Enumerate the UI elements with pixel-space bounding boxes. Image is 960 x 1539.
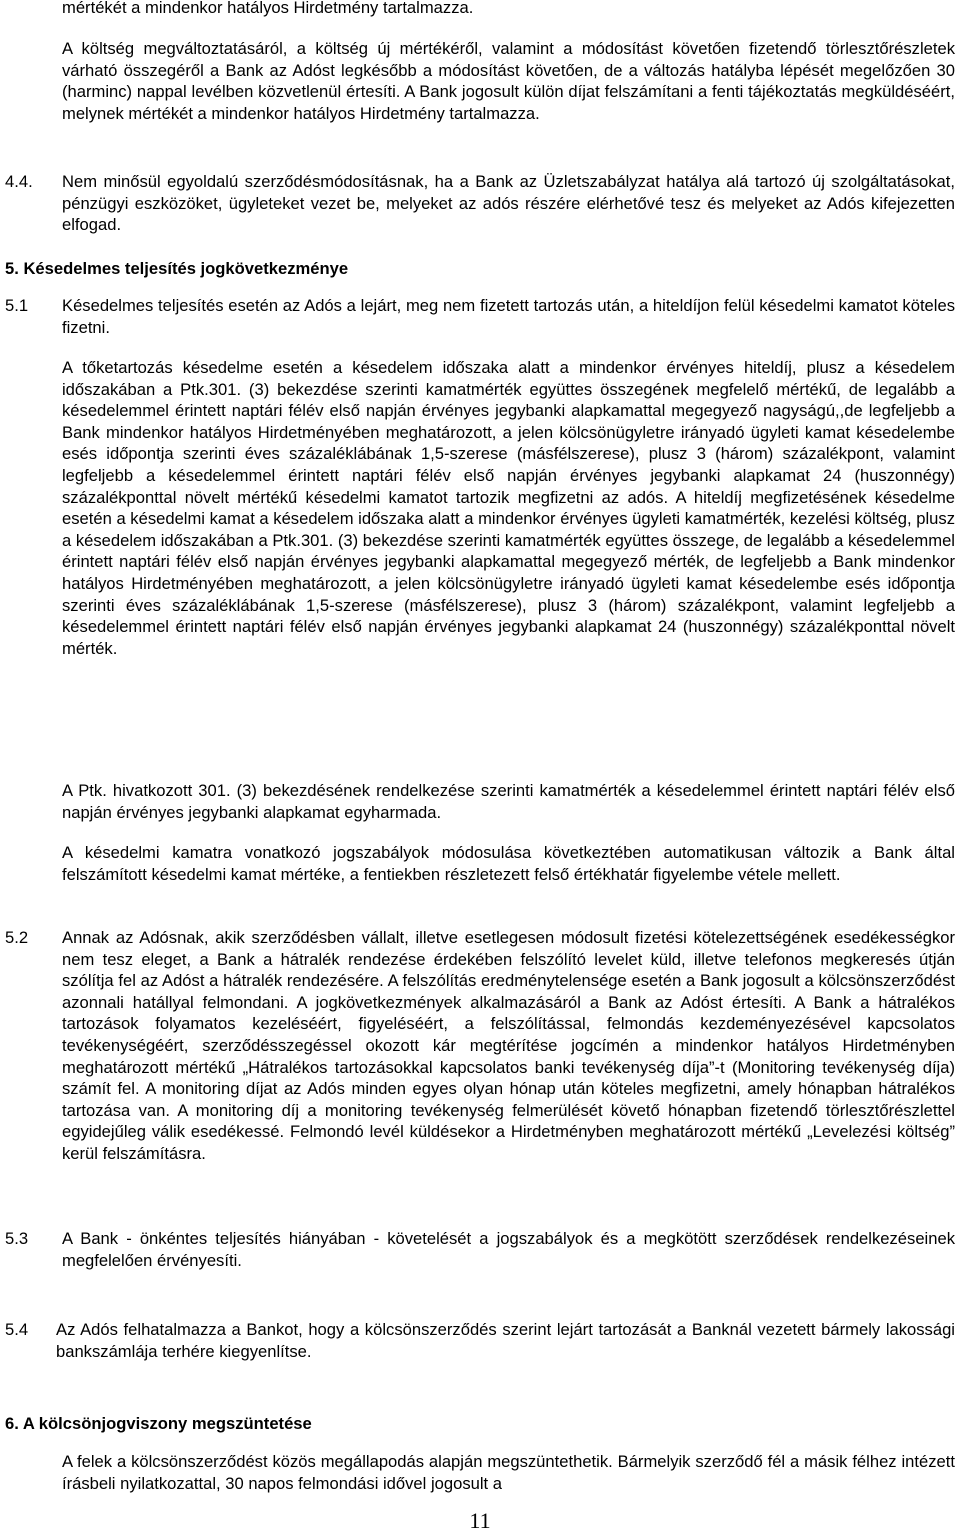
paragraph-5-3: A Bank - önkéntes teljesítés hiányában - követelését a jogszabályok és a megkötött szerződések rendelkezéseinek megfelelően érvényesíti. [62,1229,955,1270]
paragraph-5-1-principal-delay: A tőketartozás késedelme esetén a késedelem időszaka alatt a mindenkor érvényes hiteldíj, plusz a késedelem időszakában a Ptk.301. (3) bekezdése szerinti kamatmérték együttes összegének megfelelő mértékű, de legalább a késedelemmel érintett naptári félév első napján érvényes jegybanki alapkamattal megegyező nagyságú,,de legfeljebb a Bank mindenkor hatályos Hirdetményében meghatározott, a jelen kölcsönügyletre irányadó ügyleti kamat késedelembe esés időpontja szerinti éves százaléklábának 1,5-szerese (másfélszerese), plusz 3 (három) százalékpont, valamint legfeljebb a késedelemmel érintett naptári félév első napján érvényes jegybanki alapkamat 24 (huszonnégy) százalékponttal növelt mértékű késedelmi kamatot tartozik megfizetni az adós. A hiteldíj megfizetésének késedelme esetén a késedelmi kamat a késedelem időszaka alatt a mindenkor érvényes ügyleti kamatmérték, kezelési költség, plusz a késedelem időszakában a Ptk.301. (3) bekezdése szerinti kamatmérték együttes összege, de legalább a késedelemmel érintett naptári félév első napján érvényes jegybanki alapkamattal megegyező mérték, de legfeljebb a Bank mindenkor hatályos Hirdetményében meghatározott, a jelen kölcsönügyletre irányadó ügyleti kamat késedelembe esés időpontja szerinti éves százaléklábának 1,5-szerese (másfélszerese), plusz 3 (három) százalékpont, valamint legfeljebb a késedelemmel érintett naptári félév első napján érvényes jegybanki alapkamat 24 (huszonnégy) százalékponttal növelt mérték. [62,358,955,658]
heading-section-5: 5. Késedelmes teljesítés jogkövetkezménye [5,259,349,278]
section-number-5-2: 5.2 [5,928,29,947]
paragraph-5-4: Az Adós felhatalmazza a Bankot, hogy a kölcsönszerződés szerint lejárt tartozását a Banknál vezetett bármely lakossági bankszámlája terhére kiegyenlítse. [56,1320,955,1361]
paragraph-cost-change-notice: A költség megváltoztatásáról, a költség új mértékéről, valamint a módosítást követően fizetendő törlesztőrészletek várható összegéről a Bank az Adóst legkésőbb a módosítást követően, de a változás hatályba lépését megelőzően 30 (harminc) nappal levélben közvetlenül értesíti. A Bank jogosult külön díjat felszámítani a fenti tájékoztatás megküldéséért, melynek mértékét a mindenkor hatályos Hirdetmény tartalmazza. [62,39,955,123]
paragraph-5-1-law-change: A késedelmi kamatra vonatkozó jogszabályok módosulása következtében automatikusan változik a Bank által felszámított késedelmi kamat mértéke, a fentiekben részletezett felső értékhatár figyelembe vétele mellett. [62,843,955,884]
heading-section-6: 6. A kölcsönjogviszony megszüntetése [5,1414,312,1433]
paragraph-6: A felek a kölcsönszerződést közös megállapodás alapján megszüntethetik. Bármelyik szerződő fél a másik félhez intézett írásbeli nyilatkozattal, 30 napos felmondási idővel jogosult a [62,1452,955,1493]
section-number-4-4: 4.4. [5,172,33,191]
section-number-5-4: 5.4 [5,1320,29,1339]
paragraph-top: mértékét a mindenkor hatályos Hirdetmény tartalmazza. [62,0,474,17]
paragraph-4-4: Nem minősül egyoldalú szerződésmódosításnak, ha a Bank az Üzletszabályzat hatálya alá tartozó új szolgáltatásokat, pénzügyi eszközöket, ügyleteket vezet be, melyeket az adós részére elérhetővé tesz és melyeket az Adós kifejezetten elfogad. [62,172,955,235]
paragraph-5-1-ptk-reference: A Ptk. hivatkozott 301. (3) bekezdésének rendelkezése szerinti kamatmérték a késedelemmel érintett naptári félév első napján érvényes jegybanki alapkamat egyharmada. [62,781,955,822]
section-number-5-3: 5.3 [5,1229,29,1248]
section-number-5-1: 5.1 [5,296,29,315]
paragraph-5-2: Annak az Adósnak, akik szerződésben vállalt, illetve esetlegesen módosult fizetési kötelezettségének esedékességkor nem tesz eleget, a Bank a hátralék rendezése érdekében felszólító levelet küld, illetve telefonos megkeresés útján szólítja fel az Adóst a hátralék rendezésére. A felszólítás eredménytelensége esetén a Bank jogosult a kölcsönszerződést azonnali hatállyal felmondani. A jogkövetkezmények alkalmazásáról a Bank az Adóst értesíti. A Bank a hátralékos tartozások folyamatos kezeléséért, figyeléséért, a felszólítással, felmondás kezdeményezésével kapcsolatos tevékenységéért, szerződésszegéssel okozott kár megtérítése jogcímén a mindenkor hatályos Hirdetményben meghatározott mértékű „Hátralékos tartozásokkal kapcsolatos banki tevékenység díja”-t (Monitoring tevékenység díja) számít fel. A monitoring díjat az Adós minden egyes olyan hónap után köteles megfizetni, amely hónapban hátralékos tartozása van. A monitoring díj a monitoring tevékenység felmerülését követő hónapban fizetendő törlesztőrészlettel egyidejűleg válik esedékessé. Felmondó levél küldésekor a Hirdetményben meghatározott mértékű „Levelezési költség” kerül felszámításra. [62,928,955,1163]
page-number: 11 [469,1508,491,1533]
paragraph-5-1: Késedelmes teljesítés esetén az Adós a lejárt, meg nem fizetett tartozás után, a hiteldíjon felül késedelmi kamatot köteles fizetni. [62,296,955,337]
